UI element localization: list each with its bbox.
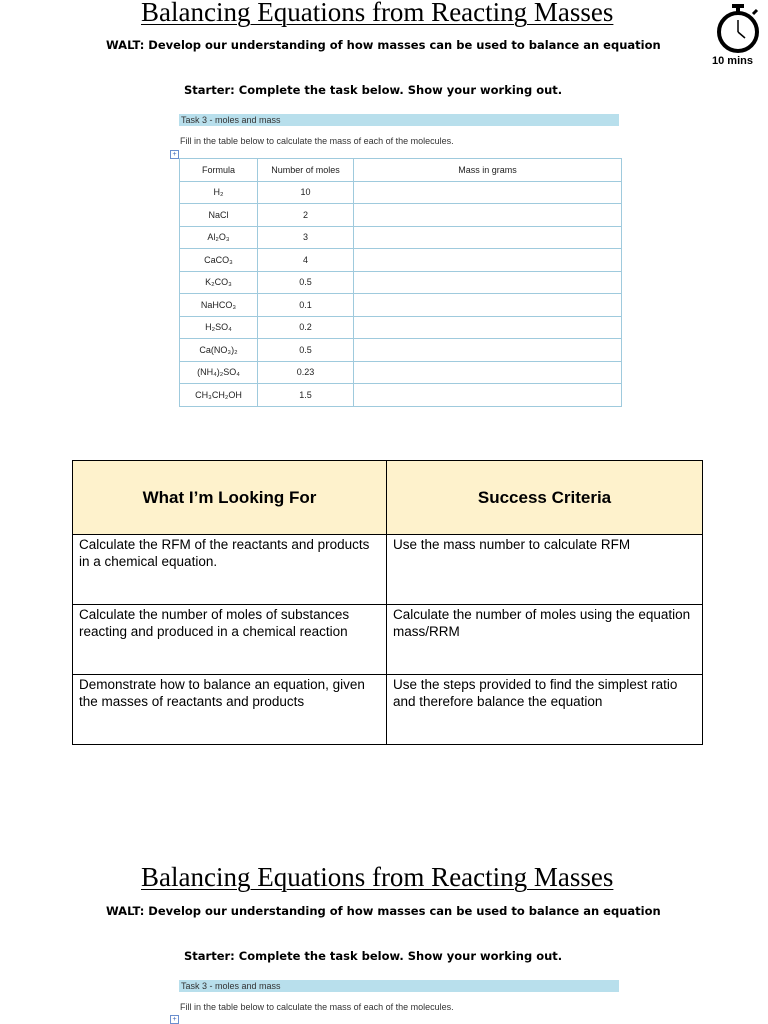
- moles-cell: 0.5: [258, 271, 354, 294]
- criteria-cell: Calculate the number of moles of substances reacting and produced in a chemical reaction: [73, 605, 387, 675]
- table-anchor-icon-repeat: +: [170, 1015, 179, 1024]
- criteria-cell: Calculate the RFM of the reactants and products in a chemical equation.: [73, 535, 387, 605]
- criteria-cell: Calculate the number of moles using the equation mass/RRM: [387, 605, 703, 675]
- criteria-cell: Use the steps provided to find the simplest ratio and therefore balance the equation: [387, 675, 703, 745]
- mass-input-cell[interactable]: [354, 294, 622, 317]
- moles-cell: 10: [258, 181, 354, 204]
- moles-cell: 4: [258, 249, 354, 272]
- mass-input-cell[interactable]: [354, 181, 622, 204]
- table-row: [180, 181, 622, 204]
- moles-cell: 0.5: [258, 339, 354, 362]
- formula-cell: Al₂O₃: [180, 226, 258, 249]
- table-anchor-icon: +: [170, 150, 179, 159]
- table-row: [180, 249, 622, 272]
- mass-input-cell[interactable]: [354, 339, 622, 362]
- moles-cell: 2: [258, 204, 354, 227]
- task-header: Task 3 - moles and mass: [179, 114, 619, 126]
- table-row: [180, 294, 622, 317]
- stopwatch-icon: [715, 3, 763, 53]
- table-row: [180, 384, 622, 407]
- task-header-repeat: Task 3 - moles and mass: [179, 980, 619, 992]
- moles-cell: 0.2: [258, 316, 354, 339]
- table-row: [180, 339, 622, 362]
- walt-text: WALT: Develop our understanding of how masses can be used to balance an equation: [106, 38, 661, 52]
- page-title: Balancing Equations from Reacting Masses: [141, 0, 614, 27]
- formula-cell: H₂: [180, 181, 258, 204]
- table-row: [180, 271, 622, 294]
- moles-cell: 0.23: [258, 361, 354, 384]
- mass-input-cell[interactable]: [354, 271, 622, 294]
- table-row: [180, 204, 622, 227]
- task-instruction: Fill in the table below to calculate the mass of each of the molecules.: [180, 136, 454, 146]
- formula-cell: K₂CO₃: [180, 271, 258, 294]
- mass-input-cell[interactable]: [354, 361, 622, 384]
- starter-text: Starter: Complete the task below. Show your working out.: [184, 83, 563, 97]
- formula-cell: H₂SO₄: [180, 316, 258, 339]
- criteria-cell: Demonstrate how to balance an equation, given the masses of reactants and products: [73, 675, 387, 745]
- mass-input-cell[interactable]: [354, 204, 622, 227]
- formula-cell: CaCO₃: [180, 249, 258, 272]
- criteria-table: [72, 460, 703, 745]
- starter-text-repeat: Starter: Complete the task below. Show your working out.: [184, 949, 563, 963]
- criteria-wrap: [72, 460, 703, 745]
- col-mass: Mass in grams: [354, 159, 622, 182]
- moles-table-body: [180, 181, 622, 406]
- col-formula: Formula: [180, 159, 258, 182]
- mass-input-cell[interactable]: [354, 384, 622, 407]
- table-row: [180, 361, 622, 384]
- formula-cell: Ca(NO₃)₂: [180, 339, 258, 362]
- formula-cell: (NH₄)₂SO₄: [180, 361, 258, 384]
- moles-table-wrap: [179, 158, 622, 407]
- formula-cell: NaCl: [180, 204, 258, 227]
- formula-cell: NaHCO₃: [180, 294, 258, 317]
- walt-text-repeat: WALT: Develop our understanding of how masses can be used to balance an equation: [106, 904, 661, 918]
- mass-input-cell[interactable]: [354, 316, 622, 339]
- moles-cell: 1.5: [258, 384, 354, 407]
- timer-label: 10 mins: [712, 55, 753, 67]
- task-instruction-repeat: Fill in the table below to calculate the mass of each of the molecules.: [180, 1002, 454, 1012]
- moles-cell: 0.1: [258, 294, 354, 317]
- criteria-header-success: Success Criteria: [387, 461, 703, 535]
- mass-input-cell[interactable]: [354, 226, 622, 249]
- moles-cell: 3: [258, 226, 354, 249]
- criteria-cell: Use the mass number to calculate RFM: [387, 535, 703, 605]
- formula-cell: CH₃CH₂OH: [180, 384, 258, 407]
- criteria-header-looking-for: What I’m Looking For: [73, 461, 387, 535]
- mass-input-cell[interactable]: [354, 249, 622, 272]
- moles-table: [179, 158, 622, 407]
- page-title-repeat: Balancing Equations from Reacting Masses: [141, 862, 614, 892]
- col-moles: Number of moles: [258, 159, 354, 182]
- table-row: [180, 316, 622, 339]
- table-row: [180, 226, 622, 249]
